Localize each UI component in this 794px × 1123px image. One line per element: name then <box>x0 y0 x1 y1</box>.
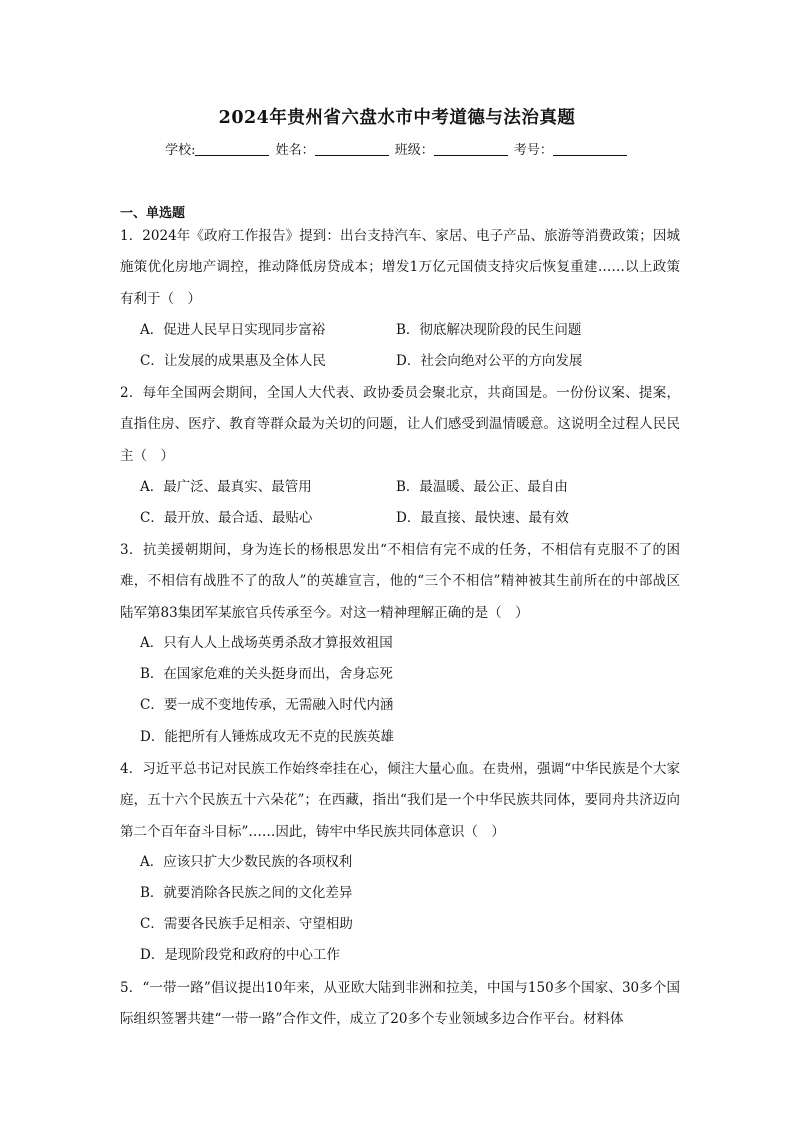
school-blank[interactable] <box>195 142 269 156</box>
exam-number-blank[interactable] <box>553 142 627 156</box>
question-2-option-d[interactable]: D．最直接、最快速、最有效 <box>396 510 569 526</box>
question-2-option-a[interactable]: A．最广泛、最真实、最管用 <box>140 479 312 495</box>
question-1-option-b[interactable]: B．彻底解决现阶段的民生问题 <box>396 322 582 338</box>
school-label: 学校: <box>165 143 196 158</box>
class-blank[interactable] <box>434 142 508 156</box>
question-1-option-c[interactable]: C．让发展的成果惠及全体人民 <box>140 353 326 369</box>
question-3-option-b[interactable]: B．在国家危难的关头挺身而出，舍身忘死 <box>140 666 393 682</box>
question-3-option-d[interactable]: D．能把所有人锤炼成攻无不克的民族英雄 <box>140 729 394 745</box>
question-3-option-c[interactable]: C．要一成不变地传承，无需融入时代内涵 <box>140 697 394 713</box>
exam-number-label: 考号： <box>513 143 553 158</box>
question-3-option-a[interactable]: A．只有人人上战场英勇杀敌才算报效祖国 <box>140 635 393 651</box>
question-1-stem: 1．2024年《政府工作报告》提到：出台支持汽车、家居、电子产品、旅游等消费政策；因城施策优化房地产调控，推动降低房贷成本；增发1万亿元国债支持灾后恢复重建……以上政策有利于（ ） <box>120 228 680 307</box>
name-blank[interactable] <box>315 142 389 156</box>
question-1-option-d[interactable]: D．社会向绝对公平的方向发展 <box>396 353 583 369</box>
question-3-stem: 3．抗美援朝期间，身为连长的杨根思发出“不相信有完不成的任务，不相信有克服不了的困难，不相信有战胜不了的敌人”的英雄宣言，他的“三个不相信”精神被其生前所在的中部战区陆军第83集团军某旅官兵传承至今。对这一精神理解正确的是（ ） <box>120 542 680 621</box>
question-2-option-b[interactable]: B．最温暖、最公正、最自由 <box>396 479 568 495</box>
question-4-option-a[interactable]: A．应该只扩大少数民族的各项权利 <box>140 854 353 870</box>
question-2-option-c[interactable]: C．最开放、最合适、最贴心 <box>140 510 313 526</box>
page-title: 2024年贵州省六盘水市中考道德与法治真题 <box>218 108 576 128</box>
student-info-line <box>0 139 794 158</box>
question-4-option-c[interactable]: C．需要各民族手足相亲、守望相助 <box>140 916 353 932</box>
question-4-stem: 4．习近平总书记对民族工作始终牵挂在心，倾注大量心血。在贵州，强调“中华民族是个大家庭，五十六个民族五十六朵花”；在西藏，指出“我们是一个中华民族共同体，要同舟共济迈向第二个百年奋斗目标”……因此，铸牢中华民族共同体意识（ ） <box>120 761 680 840</box>
section-heading: 一、单选题 <box>120 206 186 221</box>
question-4-option-d[interactable]: D．是现阶段党和政府的中心工作 <box>140 947 340 963</box>
question-4-option-b[interactable]: B．就要消除各民族之间的文化差异 <box>140 885 353 901</box>
class-label: 班级： <box>394 143 434 158</box>
question-2-stem: 2．每年全国两会期间，全国人大代表、政协委员会聚北京，共商国是。一份份议案、提案，直指住房、医疗、教育等群众最为关切的问题，让人们感受到温情暖意。这说明全过程人民民主（ ） <box>120 385 680 464</box>
question-5-stem: 5．“一带一路”倡议提出10年来，从亚欧大陆到非洲和拉美，中国与150多个国家、30多个国际组织签署共建“一带一路”合作文件，成立了20多个专业领域多边合作平台。材料体 <box>120 980 680 1028</box>
question-1-option-a[interactable]: A．促进人民早日实现同步富裕 <box>140 322 326 338</box>
name-label: 姓名： <box>275 143 315 158</box>
